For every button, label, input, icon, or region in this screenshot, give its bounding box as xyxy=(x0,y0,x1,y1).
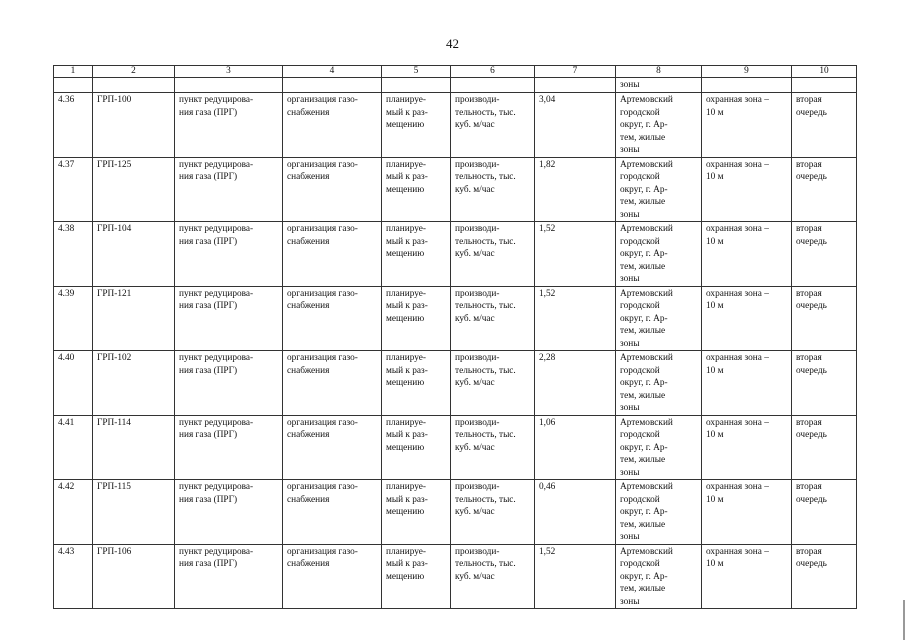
table-row xyxy=(54,351,857,416)
col-number-cell: 4.41 xyxy=(54,415,93,480)
col-location-cell: Артемовский городской округ, г. Ар- тем, жилые зоны xyxy=(616,93,702,158)
col-location-cell: 8 xyxy=(616,66,702,78)
col-owner-cell: организация газо- снабжения xyxy=(283,544,382,609)
col-stage-cell: вторая очередь xyxy=(792,351,857,416)
col-code-cell: ГРП-102 xyxy=(93,351,175,416)
col-name-cell: 3 xyxy=(175,66,283,78)
col-value-cell: 1,82 xyxy=(535,157,616,222)
col-number-cell: 4.40 xyxy=(54,351,93,416)
table-row xyxy=(54,93,857,158)
col-zone-cell: охранная зона – 10 м xyxy=(702,544,792,609)
table-row xyxy=(54,157,857,222)
col-status-cell: планируе- мый к раз- мещению xyxy=(382,222,451,287)
col-owner-cell: 4 xyxy=(283,66,382,78)
col-value-cell: 3,04 xyxy=(535,93,616,158)
col-location-cell: Артемовский городской округ, г. Ар- тем, жилые зоны xyxy=(616,480,702,545)
col-name-cell xyxy=(175,78,283,93)
table-row xyxy=(54,286,857,351)
col-zone-cell: охранная зона – 10 м xyxy=(702,222,792,287)
col-param-cell: производи- тельность, тыс. куб. м/час xyxy=(451,544,535,609)
col-owner-cell: организация газо- снабжения xyxy=(283,415,382,480)
col-stage-cell xyxy=(792,78,857,93)
col-status-cell: планируе- мый к раз- мещению xyxy=(382,157,451,222)
col-number-cell: 4.37 xyxy=(54,157,93,222)
col-number-cell: 4.38 xyxy=(54,222,93,287)
col-value-cell: 0,46 xyxy=(535,480,616,545)
col-name-cell: пункт редуцирова- ния газа (ПРГ) xyxy=(175,544,283,609)
col-owner-cell xyxy=(283,78,382,93)
col-param-cell: производи- тельность, тыс. куб. м/час xyxy=(451,157,535,222)
col-name-cell: пункт редуцирова- ния газа (ПРГ) xyxy=(175,351,283,416)
col-status-cell: планируе- мый к раз- мещению xyxy=(382,93,451,158)
col-status-cell: планируе- мый к раз- мещению xyxy=(382,286,451,351)
col-name-cell: пункт редуцирова- ния газа (ПРГ) xyxy=(175,93,283,158)
col-stage-cell: вторая очередь xyxy=(792,544,857,609)
col-number-cell: 4.43 xyxy=(54,544,93,609)
col-stage-cell: вторая очередь xyxy=(792,480,857,545)
col-number-cell: 4.36 xyxy=(54,93,93,158)
col-status-cell: планируе- мый к раз- мещению xyxy=(382,415,451,480)
col-stage-cell: вторая очередь xyxy=(792,415,857,480)
table-row xyxy=(54,415,857,480)
col-location-cell: Артемовский городской округ, г. Ар- тем, жилые зоны xyxy=(616,544,702,609)
col-owner-cell: организация газо- снабжения xyxy=(283,157,382,222)
col-zone-cell: охранная зона – 10 м xyxy=(702,157,792,222)
col-code-cell: ГРП-104 xyxy=(93,222,175,287)
col-code-cell: ГРП-100 xyxy=(93,93,175,158)
col-zone-cell: охранная зона – 10 м xyxy=(702,286,792,351)
col-param-cell xyxy=(451,78,535,93)
col-zone-cell: охранная зона – 10 м xyxy=(702,480,792,545)
col-number-cell: 1 xyxy=(54,66,93,78)
col-code-cell: ГРП-121 xyxy=(93,286,175,351)
col-stage-cell: вторая очередь xyxy=(792,93,857,158)
col-number-cell xyxy=(54,78,93,93)
col-value-cell: 1,52 xyxy=(535,222,616,287)
col-location-cell: Артемовский городской округ, г. Ар- тем, жилые зоны xyxy=(616,222,702,287)
col-status-cell: планируе- мый к раз- мещению xyxy=(382,480,451,545)
col-param-cell: 6 xyxy=(451,66,535,78)
col-zone-cell: 9 xyxy=(702,66,792,78)
col-owner-cell: организация газо- снабжения xyxy=(283,93,382,158)
col-code-cell: ГРП-115 xyxy=(93,480,175,545)
col-code-cell: ГРП-114 xyxy=(93,415,175,480)
col-location-cell: Артемовский городской округ, г. Ар- тем, жилые зоны xyxy=(616,351,702,416)
col-location-cell: зоны xyxy=(616,78,702,93)
col-location-cell: Артемовский городской округ, г. Ар- тем, жилые зоны xyxy=(616,415,702,480)
col-number-cell: 4.42 xyxy=(54,480,93,545)
table-row xyxy=(54,480,857,545)
col-value-cell xyxy=(535,78,616,93)
page-number: 42 xyxy=(446,36,459,51)
col-stage-cell: вторая очередь xyxy=(792,157,857,222)
col-param-cell: производи- тельность, тыс. куб. м/час xyxy=(451,415,535,480)
col-value-cell: 2,28 xyxy=(535,351,616,416)
col-status-cell: 5 xyxy=(382,66,451,78)
col-owner-cell: организация газо- снабжения xyxy=(283,286,382,351)
col-name-cell: пункт редуцирова- ния газа (ПРГ) xyxy=(175,222,283,287)
col-name-cell: пункт редуцирова- ния газа (ПРГ) xyxy=(175,480,283,545)
col-name-cell: пункт редуцирова- ния газа (ПРГ) xyxy=(175,157,283,222)
col-param-cell: производи- тельность, тыс. куб. м/час xyxy=(451,351,535,416)
col-value-cell: 1,52 xyxy=(535,544,616,609)
col-code-cell: ГРП-125 xyxy=(93,157,175,222)
col-stage-cell: вторая очередь xyxy=(792,222,857,287)
col-owner-cell: организация газо- снабжения xyxy=(283,351,382,416)
col-owner-cell: организация газо- снабжения xyxy=(283,222,382,287)
col-zone-cell: охранная зона – 10 м xyxy=(702,93,792,158)
col-status-cell: планируе- мый к раз- мещению xyxy=(382,544,451,609)
col-code-cell xyxy=(93,78,175,93)
col-name-cell: пункт редуцирова- ния газа (ПРГ) xyxy=(175,415,283,480)
col-zone-cell: охранная зона – 10 м xyxy=(702,415,792,480)
continuation-row xyxy=(54,78,857,93)
col-param-cell: производи- тельность, тыс. куб. м/час xyxy=(451,480,535,545)
col-value-cell: 7 xyxy=(535,66,616,78)
col-status-cell: планируе- мый к раз- мещению xyxy=(382,351,451,416)
col-code-cell: 2 xyxy=(93,66,175,78)
col-param-cell: производи- тельность, тыс. куб. м/час xyxy=(451,222,535,287)
col-value-cell: 1,52 xyxy=(535,286,616,351)
col-status-cell xyxy=(382,78,451,93)
col-value-cell: 1,06 xyxy=(535,415,616,480)
col-zone-cell: охранная зона – 10 м xyxy=(702,351,792,416)
col-number-cell: 4.39 xyxy=(54,286,93,351)
col-stage-cell: 10 xyxy=(792,66,857,78)
col-param-cell: производи- тельность, тыс. куб. м/час xyxy=(451,93,535,158)
col-name-cell: пункт редуцирова- ния газа (ПРГ) xyxy=(175,286,283,351)
col-location-cell: Артемовский городской округ, г. Ар- тем, жилые зоны xyxy=(616,157,702,222)
col-zone-cell xyxy=(702,78,792,93)
col-stage-cell: вторая очередь xyxy=(792,286,857,351)
column-number-header-row xyxy=(54,66,857,78)
col-owner-cell: организация газо- снабжения xyxy=(283,480,382,545)
table-row xyxy=(54,222,857,287)
table-row xyxy=(54,544,857,609)
col-code-cell: ГРП-106 xyxy=(93,544,175,609)
col-location-cell: Артемовский городской округ, г. Ар- тем, жилые зоны xyxy=(616,286,702,351)
col-param-cell: производи- тельность, тыс. куб. м/час xyxy=(451,286,535,351)
facilities-table xyxy=(53,65,857,609)
